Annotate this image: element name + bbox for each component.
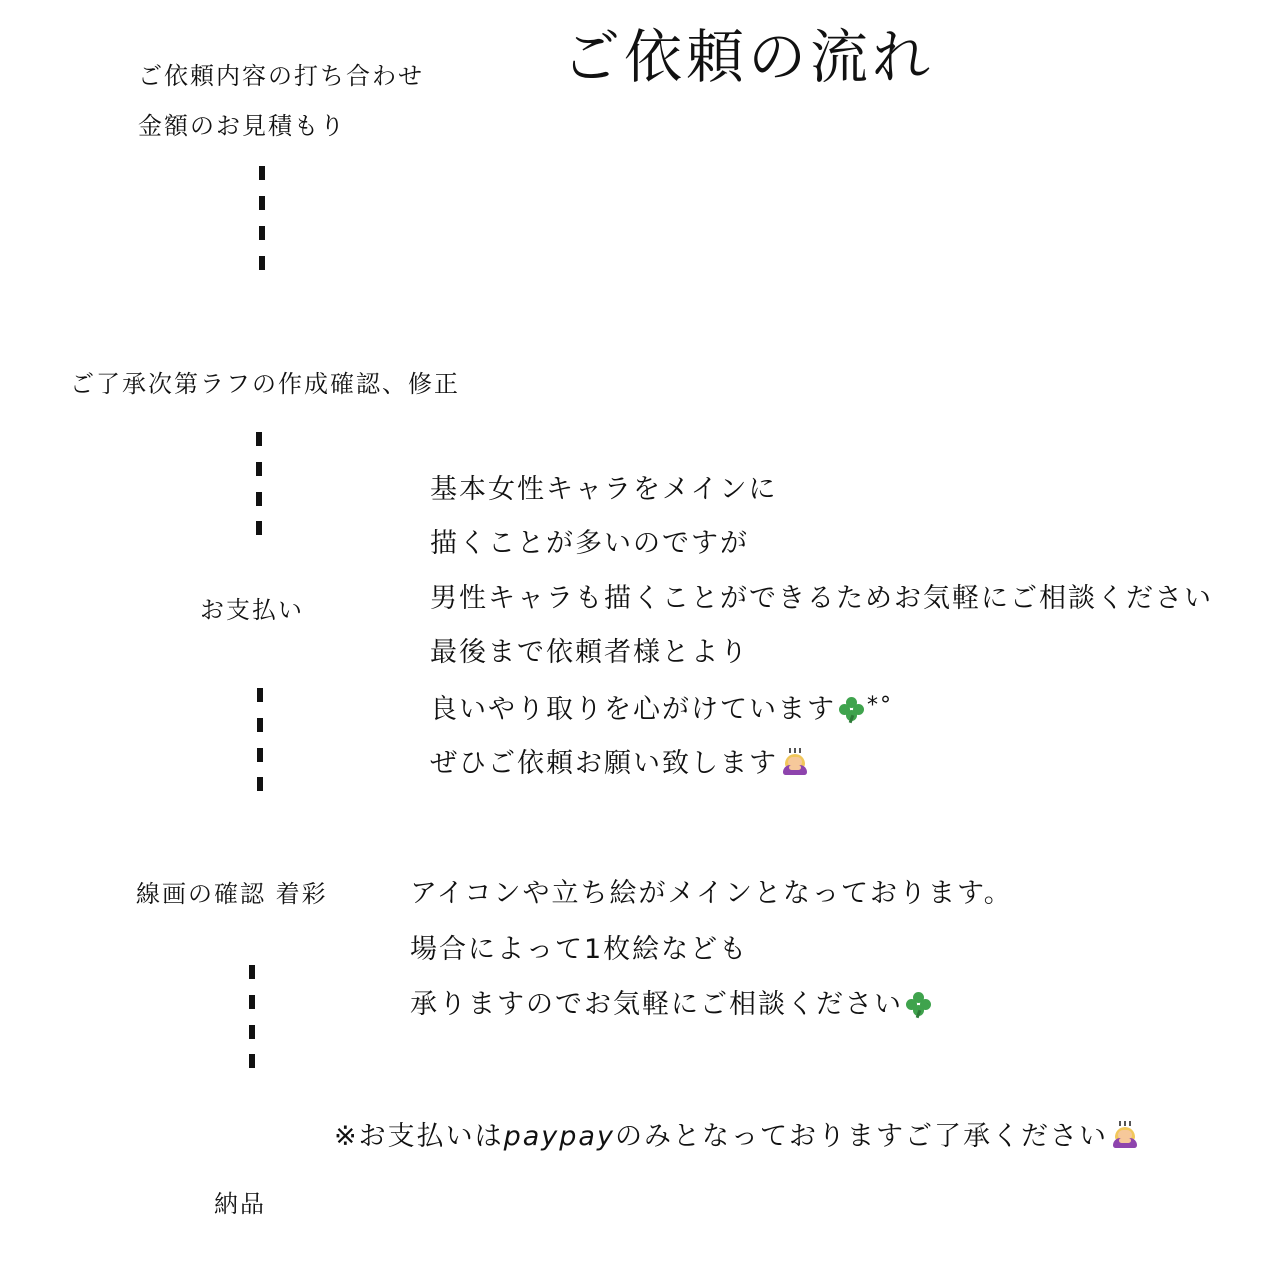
connector-dash [257, 748, 263, 762]
connector-dash [249, 965, 255, 979]
payment-note-suffix: のみとなっておりますご了承ください [614, 1121, 1108, 1152]
connector-dash [259, 166, 265, 180]
note-a-line: 描くことが多いのですが [430, 528, 749, 559]
note-a-line: 最後まで依頼者様とより [430, 637, 749, 668]
four-leaf-clover-icon [839, 696, 865, 722]
bowing-person-icon [781, 748, 809, 776]
payment-brand: paypay [503, 1121, 615, 1152]
connector-dash [249, 995, 255, 1009]
connector-dash [257, 688, 263, 702]
connector-dash [249, 1054, 255, 1068]
note-b-line: 承りますのでお気軽にご相談ください [410, 989, 903, 1020]
connector-dash [256, 492, 262, 506]
connector-dash [257, 718, 263, 732]
step-rough-draft: ご了承次第ラフの作成確認、修正 [70, 370, 460, 398]
step-payment: お支払い [200, 596, 304, 624]
connector-dash [256, 521, 262, 535]
page-title: ご依頼の流れ [562, 23, 935, 91]
step-lineart-coloring: 線画の確認 着彩 [136, 880, 328, 908]
bowing-person-icon [1111, 1121, 1139, 1149]
payment-note [334, 1121, 1139, 1153]
connector-dash [257, 777, 263, 791]
step-estimate: 金額のお見積もり [138, 112, 346, 140]
four-leaf-clover-icon [906, 991, 932, 1017]
note-a-line: 男性キャラも描くことができるためお気軽にご相談ください [430, 583, 1213, 614]
note-a-line: ぜひご依頼お願い致します [430, 748, 778, 779]
note-b-line-with-clover [410, 989, 932, 1021]
payment-note-prefix: ※お支払いは [334, 1121, 504, 1152]
connector-dash [259, 256, 265, 270]
note-b-line: 場合によって1枚絵なども [410, 934, 749, 965]
note-a-line: 基本女性キャラをメインに [430, 474, 778, 505]
step-delivery: 納品 [214, 1190, 266, 1218]
note-a-line-with-clover [430, 693, 893, 726]
note-a-line-with-bow [430, 748, 809, 780]
connector-dash [259, 196, 265, 210]
note-a-line: 良いやり取りを心がけています [430, 694, 836, 725]
note-b-line: アイコンや立ち絵がメインとなっております。 [410, 878, 1013, 909]
connector-dash [256, 432, 262, 446]
connector-dash [256, 462, 262, 476]
connector-dash [249, 1025, 255, 1039]
step-consultation: ご依頼内容の打ち合わせ [138, 62, 424, 90]
sparkle-suffix: *° [867, 693, 893, 718]
connector-dash [259, 226, 265, 240]
